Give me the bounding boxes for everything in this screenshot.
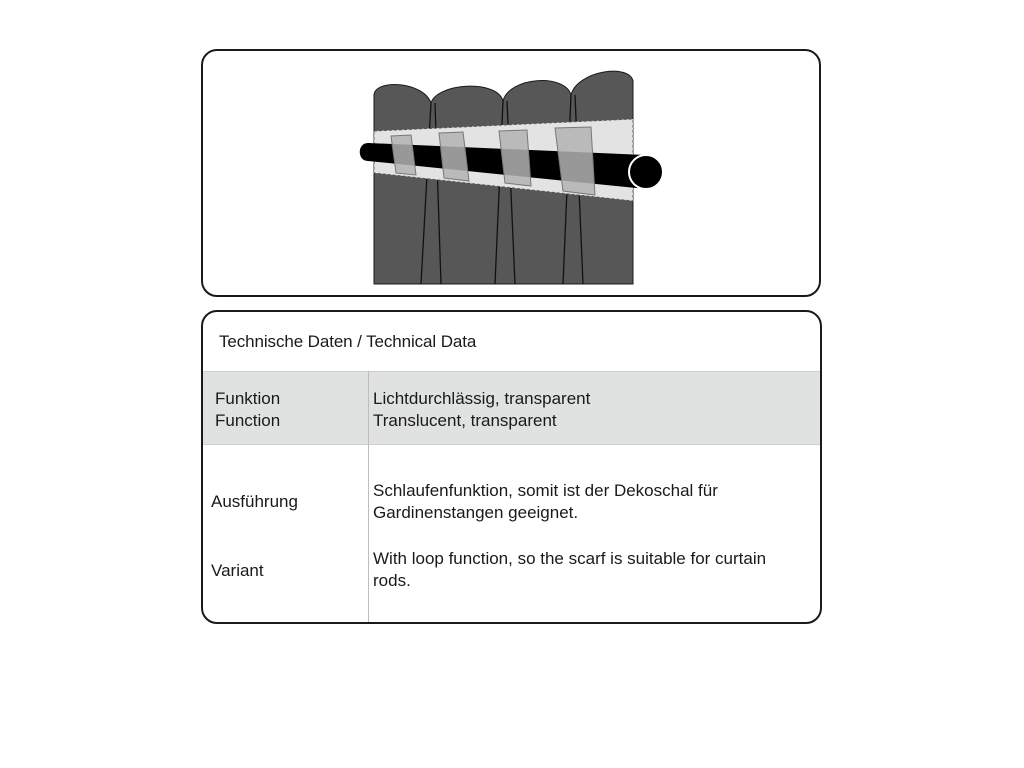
function-value-en: Translucent, transparent <box>373 411 557 430</box>
rod-end <box>629 155 663 189</box>
column-divider <box>368 371 369 624</box>
variant-label-de-text: Ausführung <box>211 492 298 511</box>
variant-value-de-text: Schlaufenfunktion, somit ist der Dekoschal für Gardinenstangen geeignet. <box>373 481 718 522</box>
function-label-en: Function <box>215 411 281 430</box>
panel-title: Technische Daten / Technical Data <box>219 332 477 351</box>
curtain-rod-illustration <box>203 51 821 297</box>
technical-data-panel <box>201 310 822 624</box>
variant-label-en-text: Variant <box>211 561 264 580</box>
variant-value-en-text: With loop function, so the scarf is suitable for curtain rods. <box>373 549 767 590</box>
variant-value-de <box>373 480 803 524</box>
variant-label-de <box>211 491 298 513</box>
function-label-de: Funktion <box>215 389 281 408</box>
function-label <box>215 388 280 432</box>
function-value <box>373 388 590 432</box>
variant-value-en <box>373 548 803 592</box>
illustration-panel <box>201 49 821 297</box>
function-value-de: Lichtdurchlässig, transparent <box>373 389 591 408</box>
variant-label-en <box>211 560 264 582</box>
